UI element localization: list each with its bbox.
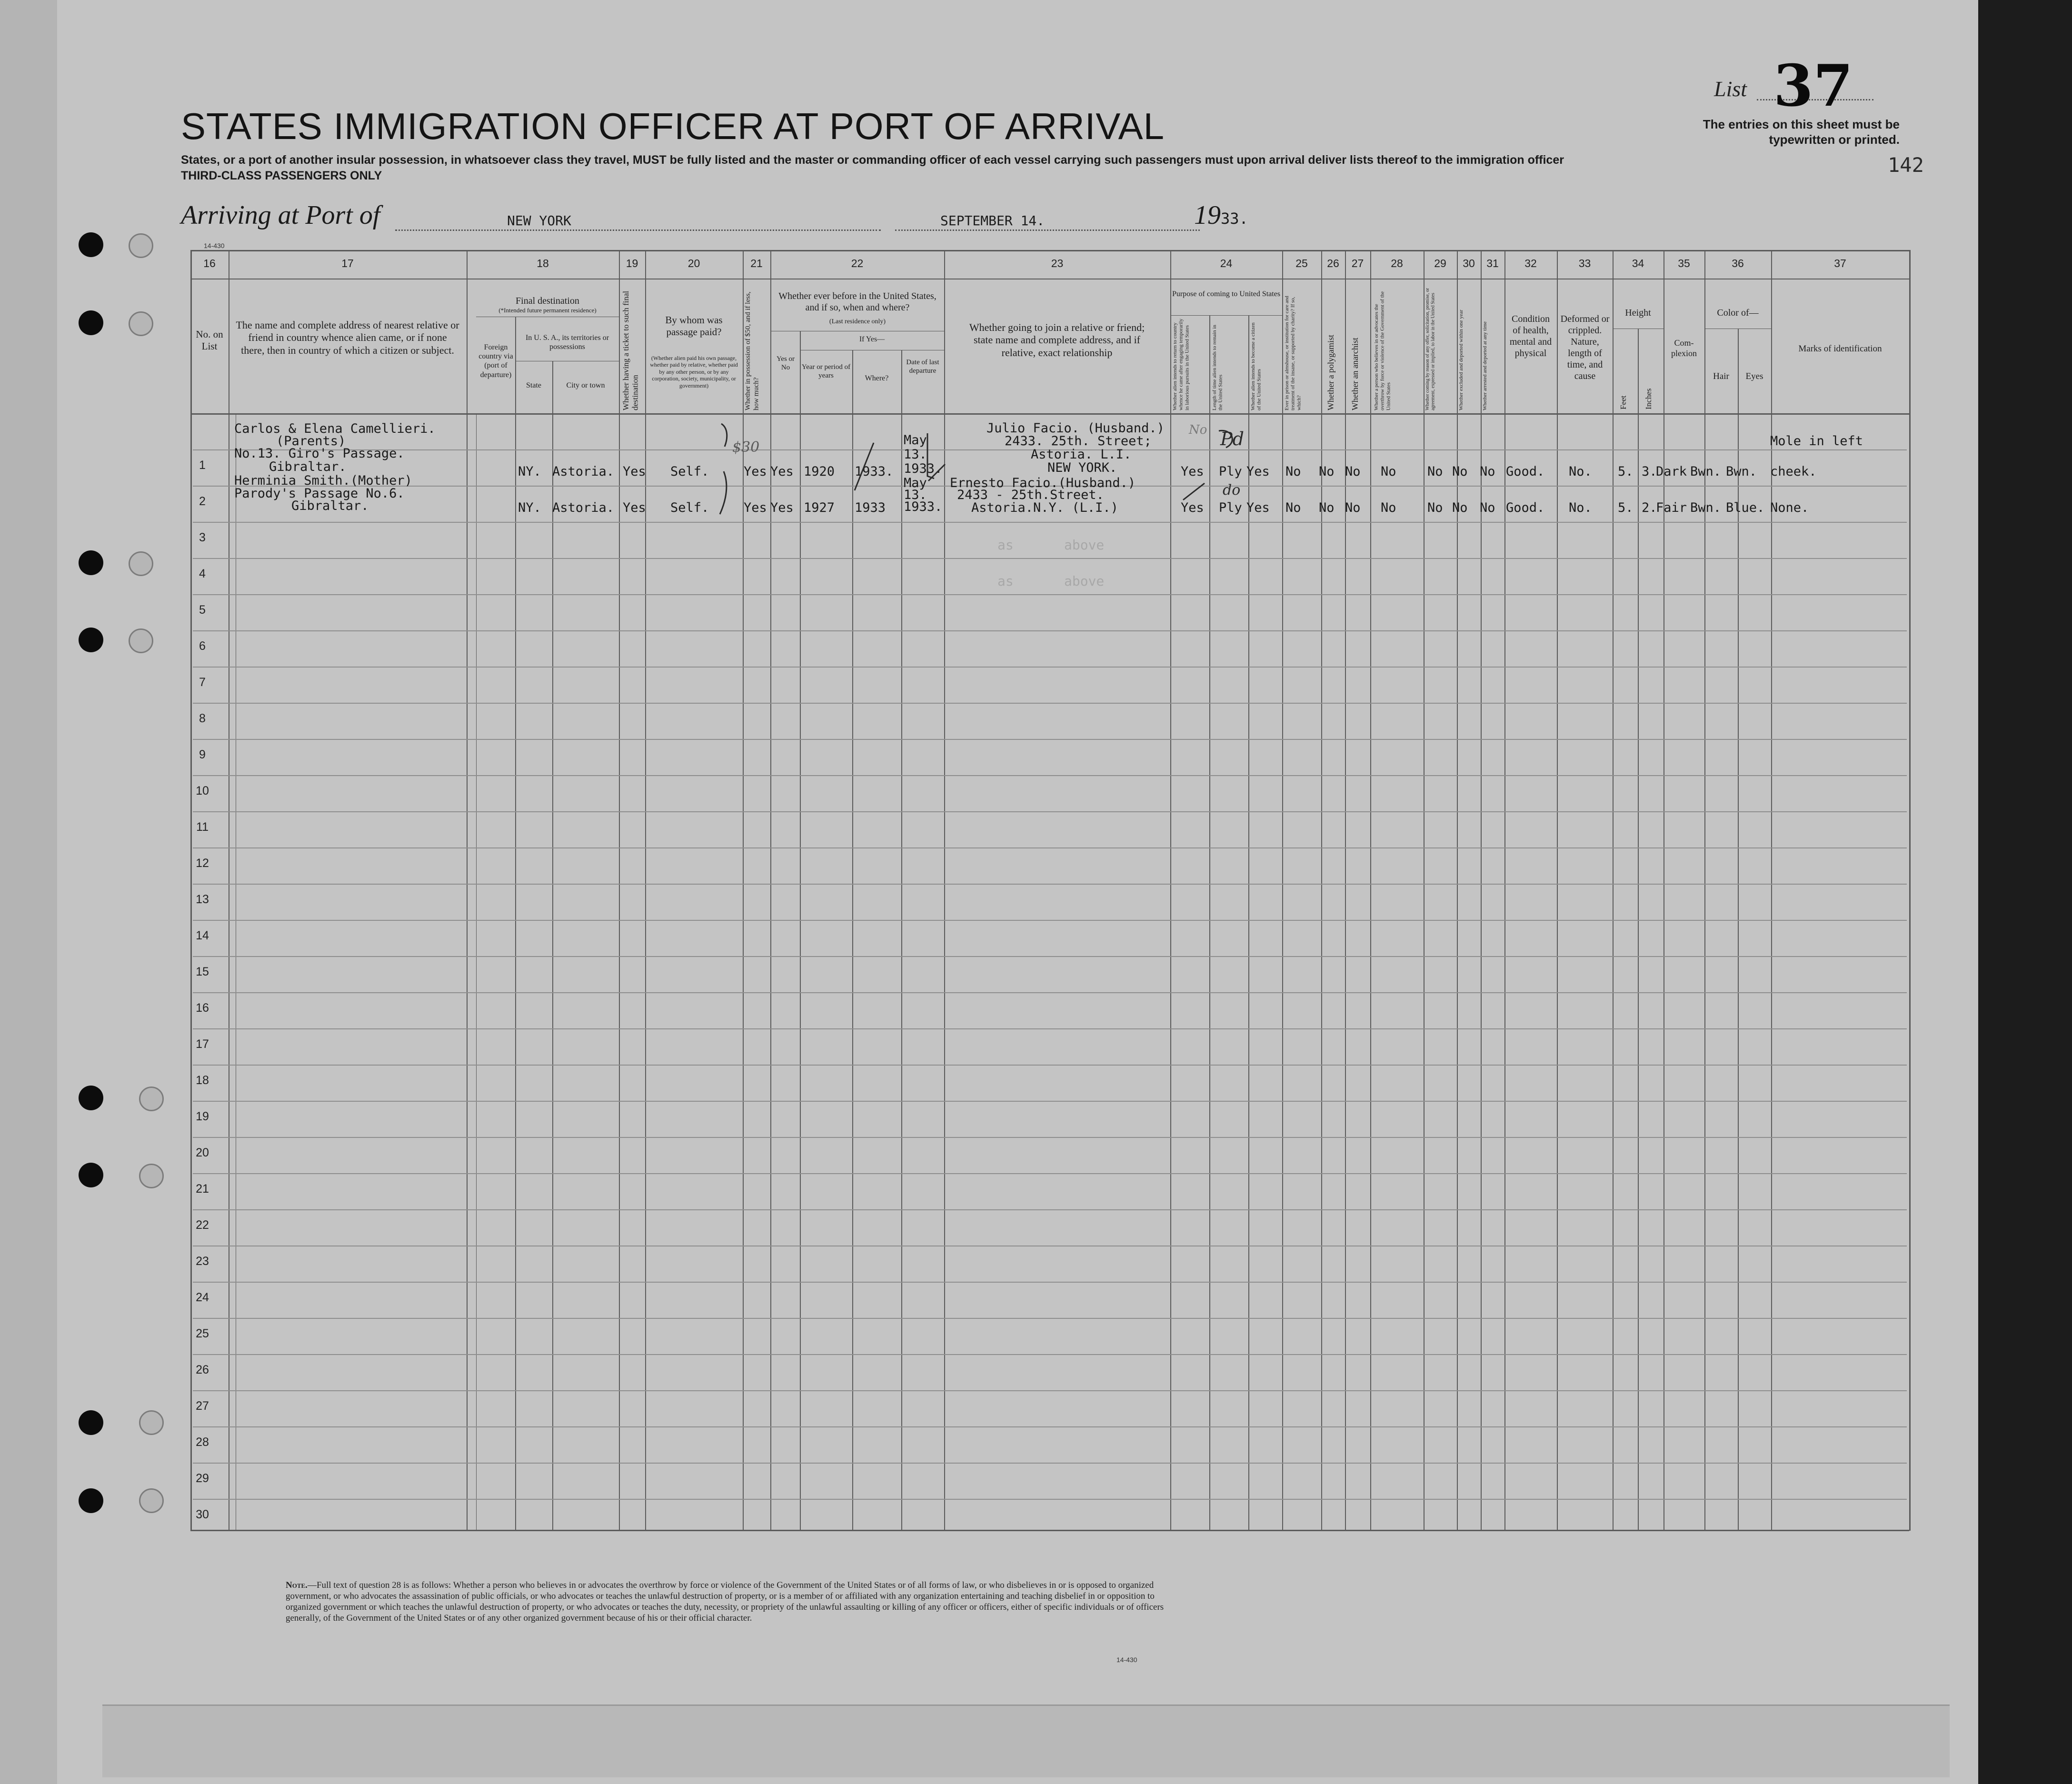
entry2-departure-line2: 13. — [904, 488, 927, 502]
header-polygamist: Whether a polygamist — [1326, 335, 1335, 410]
entry2-health: Good. — [1506, 500, 1545, 515]
entry2-length: Ply — [1219, 500, 1242, 515]
row-line — [193, 1463, 1907, 1464]
entry2-marks-line1: None. — [1770, 500, 1809, 515]
header-year-period: Year or period of years — [801, 363, 851, 379]
col-number: 29 — [1434, 257, 1446, 269]
row-number: 20 — [196, 1146, 209, 1159]
row-line — [193, 956, 1907, 957]
row-number: 7 — [199, 676, 206, 689]
row-number: 25 — [196, 1327, 209, 1340]
entry1-passage: Self. — [670, 464, 709, 479]
col-number: 21 — [750, 257, 763, 269]
entry2-where: 1933 — [855, 500, 886, 515]
entry1-marks-line2: cheek. — [1770, 464, 1817, 479]
header-purpose: Purpose of coming to United States — [1172, 290, 1281, 298]
entry1-state: NY. — [518, 464, 541, 479]
entry1-length: Ply — [1219, 464, 1242, 479]
entry1-deformed: No. — [1569, 464, 1592, 479]
header-where: Where? — [865, 374, 889, 382]
handwritten-no: No — [1189, 423, 1207, 437]
header-purpose-citizen: Whether alien intends to become a citizen of the United States — [1250, 322, 1262, 410]
pencil-marks — [0, 0, 2072, 571]
entry2-inches: 2. — [1642, 500, 1657, 515]
header-marks: Marks of identification — [1798, 344, 1882, 354]
row-line — [193, 1173, 1907, 1174]
entry2-money: Yes — [744, 500, 767, 515]
entry1-ticket: Yes — [623, 464, 646, 479]
row-number: 15 — [196, 965, 209, 978]
row-number: 16 — [196, 1001, 209, 1015]
header-last-departure: Date of last departure — [906, 359, 939, 375]
entry1-prison: No — [1285, 464, 1301, 479]
row-line — [193, 775, 1907, 776]
header-purpose-length: Length of time alien intends to remain in the United States — [1212, 325, 1224, 410]
header-before-in-us: Whether ever before in the United States, and if so, when and where? — [778, 291, 936, 313]
row-number: 2 — [199, 495, 206, 508]
port-value: NEW YORK — [507, 213, 571, 229]
entry2-relative-line1: Herminia Smith.(Mother) — [234, 473, 412, 488]
handwritten-pd: Pd — [1220, 429, 1244, 449]
header-nearest-relative: The name and complete address of nearest relative or friend in country whence alien came, or if none there, then in country of which a citizen or subject. — [236, 319, 459, 356]
header-height: Height — [1625, 308, 1651, 318]
entry2-anarchist: No — [1345, 500, 1361, 515]
row-line — [193, 739, 1907, 740]
binder-hole — [79, 1086, 103, 1110]
row-number: 29 — [196, 1472, 209, 1485]
entry1-relative-line4: Gibraltar. — [269, 459, 347, 474]
col-number: 35 — [1678, 257, 1690, 269]
row-number: 23 — [196, 1255, 209, 1268]
binder-hole — [79, 1163, 103, 1187]
binder-hole — [79, 628, 103, 652]
faded-as-2: as — [997, 573, 1014, 589]
col-number: 31 — [1486, 257, 1499, 269]
row-line — [193, 703, 1907, 704]
row-number: 3 — [199, 531, 206, 544]
header-last-residence: (Last residence only) — [829, 318, 886, 325]
row-line — [193, 594, 1907, 595]
row-line — [193, 1209, 1907, 1210]
date-value: SEPTEMBER 14. — [940, 213, 1045, 229]
row-line — [193, 630, 1907, 631]
header-if-yes: If Yes— — [859, 335, 885, 343]
year-prefix: 19 — [1194, 200, 1221, 230]
row-number: 27 — [196, 1399, 209, 1413]
row-line — [193, 1282, 1907, 1283]
entry1-where: 1933. — [855, 464, 894, 479]
entry2-joining-line1: Ernesto Facio.(Husband.) — [950, 476, 1136, 490]
binder-hole-ring — [139, 1410, 164, 1435]
handwritten-do: do — [1223, 482, 1241, 498]
row-number: 17 — [196, 1037, 209, 1051]
entry1-inches: 3. — [1642, 464, 1657, 479]
footnote — [286, 1580, 1190, 1624]
entry2-relative-line2: Parody's Passage No.6. — [234, 486, 405, 501]
header-hair: Hair — [1713, 371, 1729, 381]
entry1-overthrow: No — [1381, 464, 1396, 479]
header-color-of: Color of— — [1717, 308, 1759, 318]
row-line — [193, 1426, 1907, 1427]
entry1-eyes: Bwn. — [1726, 464, 1757, 479]
entry2-feet: 5. — [1618, 500, 1634, 515]
class-line: THIRD-CLASS PASSENGERS ONLY — [181, 169, 382, 182]
row-line — [193, 1137, 1907, 1138]
entry2-departure-line1: May — [904, 476, 927, 490]
row-number: 21 — [196, 1182, 209, 1196]
row-line — [193, 992, 1907, 993]
entry2-offer: No — [1427, 500, 1443, 515]
entry2-year: 1927 — [804, 500, 835, 515]
row-line — [193, 847, 1907, 848]
entry1-hair: Bwn. — [1690, 464, 1722, 479]
col-number: 24 — [1220, 257, 1233, 269]
col-number: 34 — [1632, 257, 1644, 269]
entry2-polygamist: No — [1319, 500, 1335, 515]
entry1-offer: No — [1427, 464, 1443, 479]
list-label: List — [1714, 77, 1747, 101]
entry2-return: Yes — [1181, 500, 1204, 515]
entry1-arrested: No — [1480, 464, 1495, 479]
entry2-city: Astoria. — [552, 500, 615, 515]
entry2-excluded: No — [1452, 500, 1468, 515]
row-line — [193, 920, 1907, 921]
row-line — [193, 1390, 1907, 1391]
row-line — [193, 884, 1907, 885]
entry1-polygamist: No — [1319, 464, 1335, 479]
header-feet: Feet — [1619, 395, 1628, 409]
col-number: 26 — [1327, 257, 1339, 269]
entry2-prison: No — [1285, 500, 1301, 515]
entry1-joining-line3: Astoria. L.I. — [1031, 447, 1132, 462]
header-prison: Ever in prison or almshouse, or institution for care and treatment of the insane, or supported by charity? If so, which? — [1284, 296, 1302, 410]
col-number: 30 — [1463, 257, 1475, 269]
header-state: State — [526, 381, 541, 389]
subtitle-text: States, or a port of another insular possession, in whatsoever class they travel, MUST be fully listed and the master or commanding officer of each vessel carrying such passengers must upon arrival deliver lists thereof to the immigration officer — [181, 153, 1564, 167]
col-number: 36 — [1732, 257, 1744, 269]
entries-note: The entries on this sheet must be typewritten or printed. — [1703, 117, 1900, 147]
footer-form-code: 14-430 — [1116, 1656, 1137, 1664]
entry2-complexion: Fair — [1656, 500, 1687, 515]
binder-hole-ring — [139, 1164, 164, 1188]
header-arrested: Whether arrested and deported at any time — [1482, 321, 1488, 410]
final-destination-note: (*Intended future permanent residence) — [498, 307, 597, 314]
col-number: 25 — [1295, 257, 1308, 269]
header-excluded: Whether excluded and deported within one year — [1458, 309, 1464, 410]
faded-as-1: as — [997, 537, 1014, 553]
table-bottom-rule — [190, 1530, 1909, 1531]
entry1-joining-line2: 2433. 25th. Street; — [1005, 434, 1152, 448]
binder-hole-ring — [129, 628, 153, 653]
entry1-joining-line4: NEW YORK. — [1047, 460, 1117, 475]
row-line — [193, 1065, 1907, 1066]
entry1-city: Astoria. — [552, 464, 615, 479]
entry2-citizen: Yes — [1246, 500, 1270, 515]
form-code: 14-430 — [204, 242, 225, 249]
entry2-relative-line3: Gibraltar. — [291, 498, 369, 513]
binder-hole-ring — [139, 1488, 164, 1513]
entry1-citizen: Yes — [1246, 464, 1270, 479]
entry1-health: Good. — [1506, 464, 1545, 479]
row-number: 14 — [196, 929, 209, 942]
row-number: 26 — [196, 1363, 209, 1376]
header-yes-no: Yes or No — [776, 355, 795, 371]
row-number: 10 — [196, 784, 209, 797]
entry1-joining-line1: Julio Facio. (Husband.) — [986, 421, 1165, 436]
header-possession-50: Whether in possession of $50, and if less, how much? — [744, 291, 760, 410]
faded-above-1: above — [1064, 537, 1105, 553]
header-in-usa: In U. S. A., its territories or possessions — [525, 334, 609, 351]
header-eyes: Eyes — [1745, 371, 1763, 381]
header-purpose-return: Whether alien intends to return to country whence he came after engaging temporarily in laborious pursuits in the United States — [1172, 319, 1190, 410]
row-line — [193, 1101, 1907, 1102]
header-inches: Inches — [1644, 388, 1653, 409]
row-number: 12 — [196, 857, 209, 870]
entry2-eyes: Blue. — [1726, 500, 1765, 515]
entry1-complexion: Dark — [1656, 464, 1687, 479]
entry1-excluded: No — [1452, 464, 1468, 479]
footnote-text: —Full text of question 28 is as follows: Whether a person who believes in or advocates the overthrow by force or violence of the Government of the United States or of all forms of law, or who disbelieves in or is opposed to organized government, or who advocates the assassination of public officials, or who advocates or teaches the unlawful destruction of property, or is a member of or affiliated with any organization entertaining and teaching disbelief in or opposition to organized government or which teaches the unlawful destruction of property, or who advocates or teaches the duty, necessity, or propriety of the unlawful assaulting or killing of any officer or officers, either of specific individuals or of officers generally, of the Government of the United States or of any other organized government because of his or their official character. — [286, 1580, 1164, 1623]
col-number: 23 — [1051, 257, 1064, 269]
col-number: 28 — [1391, 257, 1403, 269]
list-number: 37 — [1773, 52, 1853, 120]
entry1-anarchist: No — [1345, 464, 1361, 479]
year-suffix: 33. — [1221, 209, 1248, 228]
handwritten-money: $30 — [732, 439, 760, 456]
entry2-passage: Self. — [670, 500, 709, 515]
header-coming-by-reason: Whether coming by reason of any offer, solicitation, promise, or agreement, expressed or implied, to labor in the United States — [1425, 288, 1436, 410]
entry1-relative-line2: (Parents) — [276, 434, 346, 448]
col-number: 32 — [1524, 257, 1537, 269]
entry1-year: 1920 — [804, 464, 835, 479]
entry2-state: NY. — [518, 500, 541, 515]
row-number: 18 — [196, 1074, 209, 1087]
entry2-before: Yes — [770, 500, 794, 515]
row-number: 1 — [199, 458, 206, 472]
header-foreign-country: Foreign country via (port of departure) — [478, 343, 513, 379]
entry2-hair: Bwn. — [1690, 500, 1722, 515]
row-number: 22 — [196, 1218, 209, 1232]
sheet-bottom-edge — [102, 1704, 1950, 1777]
row-number: 13 — [196, 893, 209, 906]
entry2-overthrow: No — [1381, 500, 1396, 515]
faded-above-2: above — [1064, 573, 1105, 589]
col-number: 22 — [851, 257, 864, 269]
row-number: 28 — [196, 1435, 209, 1449]
header-passage-paid: By whom was passage paid? — [665, 314, 723, 338]
stamp-number: 142 — [1888, 153, 1924, 177]
entry1-departure-line1: May — [904, 433, 927, 448]
row-number: 5 — [199, 603, 206, 617]
entry1-departure-line2: 13. — [904, 447, 927, 462]
col-number: 16 — [203, 257, 216, 269]
header-anarchist: Whether an anarchist — [1350, 338, 1360, 410]
entry1-money: Yes — [744, 464, 767, 479]
row-line — [193, 1028, 1907, 1029]
entry1-return: Yes — [1181, 464, 1204, 479]
header-ticket: Whether having a ticket to such final destination — [621, 290, 640, 410]
row-number: 30 — [196, 1508, 209, 1521]
col-number: 18 — [537, 257, 549, 269]
entry2-joining-line3: Astoria.N.Y. (L.I.) — [971, 500, 1118, 515]
entry2-ticket: Yes — [623, 500, 646, 515]
header-joining-relative: Whether going to join a relative or friend; state name and complete address, and if relative, exact relationship — [969, 321, 1145, 359]
entry1-relative-line1: Carlos & Elena Camellieri. — [234, 421, 436, 436]
col-number: 19 — [626, 257, 638, 269]
row-number: 8 — [199, 712, 206, 725]
binder-hole-ring — [139, 1086, 164, 1111]
col-number: 17 — [341, 257, 354, 269]
header-no-on-list: No. on List — [196, 329, 223, 352]
row-line — [193, 811, 1907, 812]
entry1-departure-line3: 1933. — [904, 461, 943, 476]
entry2-joining-line2: 2433 - 25th.Street. — [957, 488, 1104, 502]
row-number: 11 — [196, 820, 209, 834]
col-number: 33 — [1578, 257, 1591, 269]
entry2-departure-line3: 1933. — [904, 499, 943, 514]
header-deformed: Deformed or crippled. Nature, length of time, and cause — [1560, 314, 1610, 381]
arriving-label: Arriving at Port of — [181, 200, 380, 230]
binder-hole — [79, 1488, 103, 1513]
row-line — [193, 1499, 1907, 1500]
header-complexion: Com-plexion — [1671, 338, 1697, 358]
row-number: 6 — [199, 639, 206, 653]
entry1-relative-line3: No.13. Giro's Passage. — [234, 446, 405, 461]
final-destination-title: Final destination — [516, 296, 579, 306]
row-line — [193, 667, 1907, 668]
col-number: 27 — [1351, 257, 1364, 269]
entry2-deformed: No. — [1569, 500, 1592, 515]
header-city: City or town — [566, 381, 605, 389]
row-number: 19 — [196, 1110, 209, 1123]
col-line — [476, 413, 477, 1530]
entry1-before: Yes — [770, 464, 794, 479]
entry2-arrested: No — [1480, 500, 1495, 515]
header-health: Condition of health, mental and physical — [1509, 314, 1552, 359]
entry1-feet: 5. — [1618, 464, 1634, 479]
row-line — [193, 1354, 1907, 1355]
entry1-marks-line1: Mole in left — [1770, 434, 1863, 448]
form-title: STATES IMMIGRATION OFFICER AT PORT OF ARRIVAL — [181, 105, 1165, 147]
header-overthrow: Whether a person who believes in or advocates the overthrow by force or violence of the Government of the United States — [1374, 291, 1392, 410]
col-number: 37 — [1834, 257, 1846, 269]
row-number: 24 — [196, 1291, 209, 1304]
row-number: 4 — [199, 567, 206, 580]
row-number: 9 — [199, 748, 206, 761]
col-number: 20 — [687, 257, 700, 269]
binder-hole — [79, 1410, 103, 1435]
footnote-label: Note. — [286, 1580, 308, 1590]
header-passage-note: (Whether alien paid his own passage, whether paid by relative, whether paid by any other person, or by any corporation, society, municipality, or government) — [650, 355, 738, 389]
row-line — [193, 1318, 1907, 1319]
